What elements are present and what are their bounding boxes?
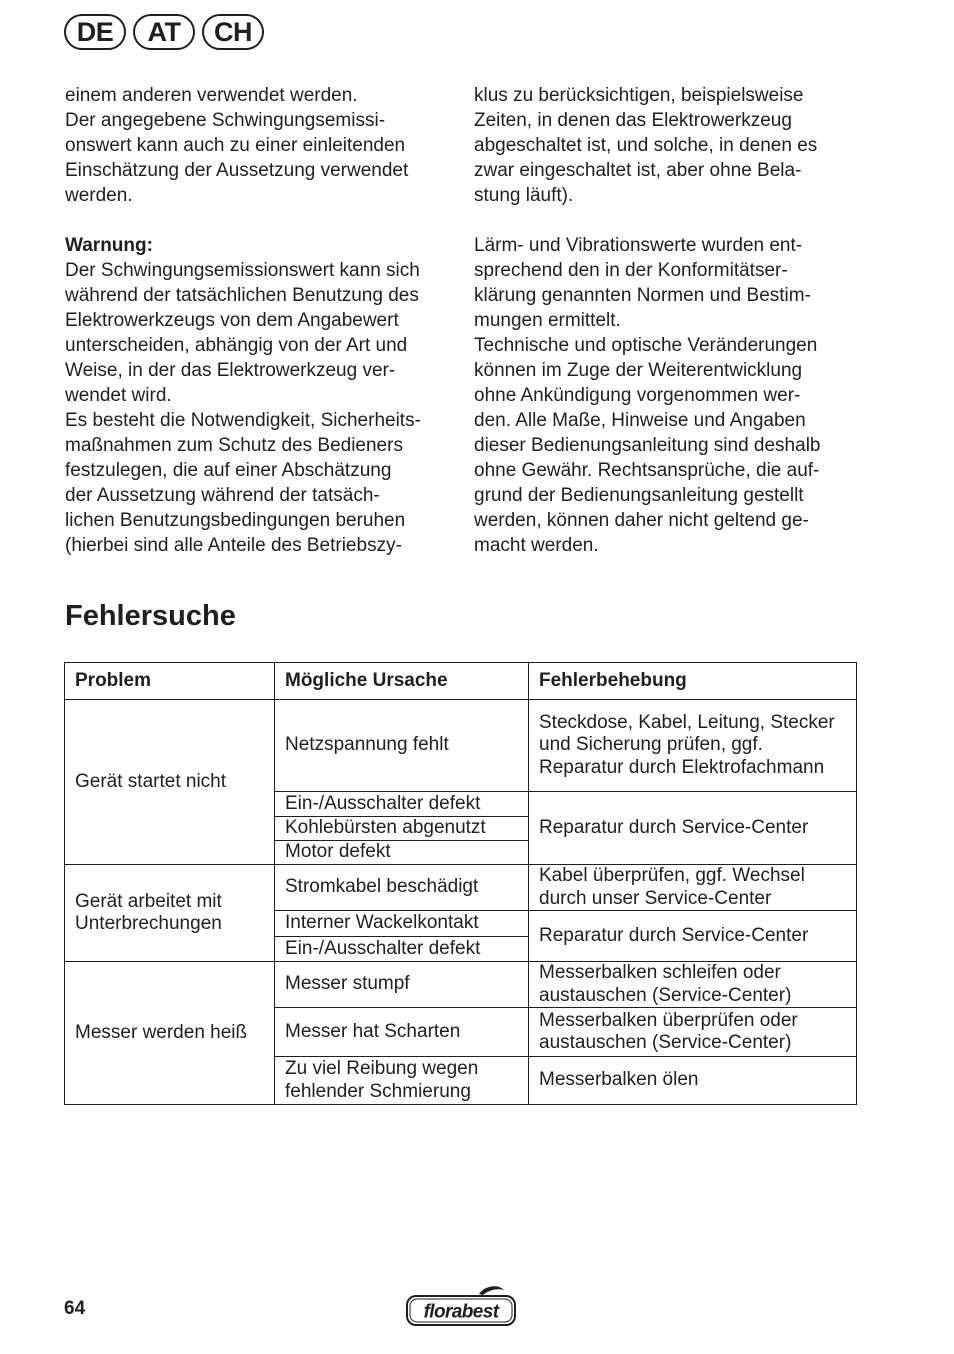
text-line: der Aussetzung während der tatsäch- (65, 485, 380, 506)
text-line: onswert kann auch zu einer einleitenden (65, 135, 406, 156)
text-line: macht werden. (474, 535, 599, 556)
text-line: abgeschaltet ist, und solche, in denen es (474, 135, 818, 156)
page-number: 64 (64, 1298, 86, 1319)
cause-cell: Ein-/Ausschalter defekt (275, 792, 529, 817)
text-line: Weise, in der das Elektrowerkzeug ver- (65, 360, 396, 381)
text-line: lichen Benutzungsbedingungen beruhen (65, 510, 406, 531)
text-line: Zeiten, in denen das Elektrowerkzeug (474, 110, 792, 131)
remedy-cell: Steckdose, Kabel, Leitung, Stecker und Sicherung prüfen, ggf. Reparatur durch Elektrofachmann (529, 700, 857, 792)
table-header-row (65, 663, 857, 700)
text-line: festzulegen, die auf einer Abschätzung (65, 460, 392, 481)
problem-cell: Gerät startet nicht (65, 700, 275, 865)
text-line: können im Zuge der Weiterentwicklung (474, 360, 803, 381)
right-text-column (474, 83, 874, 558)
cause-cell: Ein-/Ausschalter defekt (275, 937, 529, 962)
cause-cell: Motor defekt (275, 841, 529, 865)
text-line: zwar eingeschaltet ist, aber ohne Bela- (474, 160, 802, 181)
problem-cell: Messer werden heiß (65, 962, 275, 1105)
text-line: stung läuft). (474, 185, 574, 206)
country-badge-at: AT (133, 14, 195, 50)
text-line: Es besteht die Notwendigkeit, Sicherheits- (65, 410, 421, 431)
florabest-logo (405, 1284, 517, 1328)
cause-cell: Messer hat Scharten (275, 1008, 529, 1057)
text-line: dieser Bedienungsanleitung sind deshalb (474, 435, 821, 456)
text-line: ohne Gewähr. Rechtsansprüche, die auf- (474, 460, 820, 481)
troubleshooting-table (64, 662, 857, 1105)
cause-cell: Zu viel Reibung wegen fehlender Schmierung (275, 1057, 529, 1105)
text-line: werden, können daher nicht geltend ge- (474, 510, 809, 531)
text-line: wendet wird. (65, 385, 172, 406)
logo-leaf-icon (479, 1286, 504, 1295)
text-line: (hierbei sind alle Anteile des Betriebszy- (65, 535, 402, 556)
cause-cell: Messer stumpf (275, 962, 529, 1008)
text-line: unterscheiden, abhängig von der Art und (65, 335, 408, 356)
remedy-cell: Reparatur durch Service-Center (529, 792, 857, 865)
text-line: mungen ermittelt. (474, 310, 621, 331)
text-line: sprechend den in der Konformitätser- (474, 260, 788, 281)
text-line: klus zu berücksichtigen, beispielsweise (474, 85, 804, 106)
remedy-cell: Messerbalken ölen (529, 1057, 857, 1105)
cause-cell: Kohlebürsten abgenutzt (275, 817, 529, 841)
cause-cell: Netzspannung fehlt (275, 700, 529, 792)
text-line: ohne Ankündigung vorgenommen wer- (474, 385, 801, 406)
text-line: klärung genannten Normen und Bestim- (474, 285, 811, 306)
country-badge-de: DE (64, 14, 126, 50)
section-title: Fehlersuche (65, 600, 236, 632)
cause-cell: Stromkabel beschädigt (275, 865, 529, 911)
country-badges (64, 14, 264, 50)
text-line: grund der Bedienungsanleitung gestellt (474, 485, 804, 506)
remedy-cell: Reparatur durch Service-Center (529, 911, 857, 962)
left-text-column (65, 83, 460, 558)
text-line: Der Schwingungsemissionswert kann sich (65, 260, 420, 281)
text-line: während der tatsächlichen Benutzung des (65, 285, 419, 306)
paragraph-gap (65, 208, 460, 233)
text-line: einem anderen verwendet werden. (65, 85, 358, 106)
country-badge-ch: CH (202, 14, 264, 50)
text-line: Der angegebene Schwingungsemissi- (65, 110, 386, 131)
text-line: Einschätzung der Aussetzung verwendet (65, 160, 409, 181)
remedy-cell: Messerbalken überprüfen oder austauschen (Service-Center) (529, 1008, 857, 1057)
cause-cell: Interner Wackelkontakt (275, 911, 529, 937)
problem-cell: Gerät arbeitet mit Unterbrechungen (65, 865, 275, 962)
header-problem: Problem (65, 663, 275, 700)
text-line: den. Alle Maße, Hinweise und Angaben (474, 410, 806, 431)
table-row (65, 962, 857, 1008)
header-cause: Mögliche Ursache (275, 663, 529, 700)
remedy-cell: Kabel überprüfen, ggf. Wechsel durch unser Service-Center (529, 865, 857, 911)
header-remedy: Fehlerbehebung (529, 663, 857, 700)
paragraph-gap (474, 208, 874, 233)
text-line: Lärm- und Vibrationswerte wurden ent- (474, 235, 803, 256)
table-row (65, 865, 857, 911)
warning-heading: Warnung: (65, 235, 153, 256)
table-row (65, 700, 857, 792)
text-line: Elektrowerkzeugs von dem Angabewert (65, 310, 399, 331)
text-line: maßnahmen zum Schutz des Bedieners (65, 435, 403, 456)
remedy-cell: Messerbalken schleifen oder austauschen (Service-Center) (529, 962, 857, 1008)
text-line: Technische und optische Veränderungen (474, 335, 818, 356)
text-line: werden. (65, 185, 133, 206)
logo-text: florabest (423, 1301, 499, 1323)
